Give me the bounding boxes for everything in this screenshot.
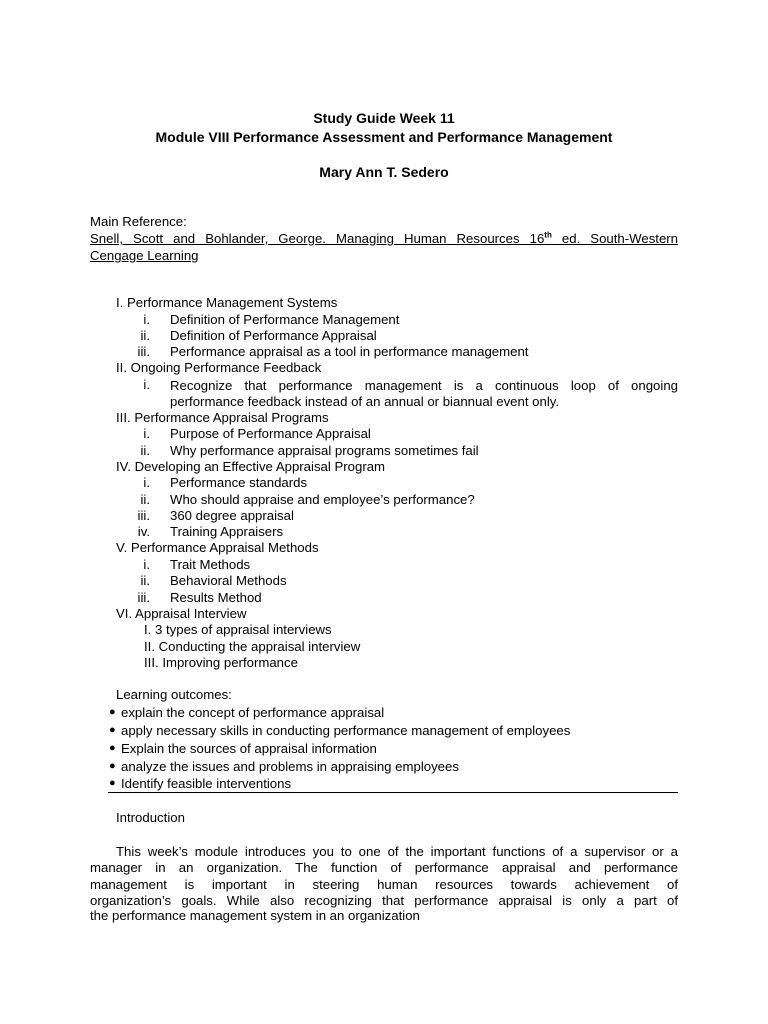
outline-numeral: iii.: [137, 590, 150, 605]
introduction-heading: Introduction: [116, 810, 185, 825]
doc-author: Mary Ann T. Sedero: [319, 164, 449, 180]
section-divider: [108, 792, 678, 793]
outline-item: Trait Methods: [170, 557, 251, 572]
outline-item: 360 degree appraisal: [170, 508, 294, 523]
outline-item: Recognize that performance management is a continuous loop of ongoing: [170, 378, 678, 393]
outline-section-2: II. Ongoing Performance Feedback: [116, 360, 322, 375]
outline-item: Training Appraisers: [170, 524, 284, 539]
reference-citation-sup: th: [544, 230, 552, 240]
bullet-icon: ●: [109, 777, 116, 789]
outcome-item: Explain the sources of appraisal information: [121, 741, 377, 756]
outline-numeral: ii.: [140, 443, 150, 458]
outline-numeral: ii.: [140, 492, 150, 507]
outline-item: Definition of Performance Management: [170, 312, 400, 327]
outline-item: II. Conducting the appraisal interview: [144, 639, 361, 654]
outline-section-6: VI. Appraisal Interview: [116, 606, 247, 621]
reference-citation-line1: [90, 231, 678, 247]
outline-item: Who should appraise and employee’s performance?: [170, 492, 475, 507]
bullet-icon: ●: [109, 724, 116, 736]
outline-numeral: iii.: [137, 508, 150, 523]
outline-numeral: i.: [143, 312, 150, 327]
outline-numeral: i.: [143, 475, 150, 490]
outcome-item: Identify feasible interventions: [121, 776, 292, 791]
doc-title-line1: Study Guide Week 11: [313, 110, 455, 126]
bullet-icon: ●: [109, 742, 116, 754]
outcome-item: apply necessary skills in conducting performance management of employees: [121, 723, 571, 738]
outline-numeral: i.: [143, 426, 150, 441]
intro-paragraph-line: This week’s module introduces you to one of the important functions of a supervisor or a: [116, 844, 678, 859]
reference-citation-text-a: Snell, Scott and Bohlander, George. Managing Human Resources 16: [90, 231, 545, 246]
outline-section-4: IV. Developing an Effective Appraisal Program: [116, 459, 386, 474]
reference-citation-text-b: ed. South-Western: [551, 231, 679, 246]
outline-item: III. Improving performance: [144, 655, 298, 670]
outcome-item: explain the concept of performance appraisal: [121, 705, 385, 720]
intro-paragraph-line: organization’s goals. While also recognizing that performance appraisal is only a part of: [90, 893, 678, 908]
outline-item: Behavioral Methods: [170, 573, 287, 588]
outline-section-5: V. Performance Appraisal Methods: [116, 540, 319, 555]
intro-paragraph-line: management is important in steering human resources towards achievement of: [90, 877, 678, 892]
outline-item: Results Method: [170, 590, 262, 605]
outcome-item: analyze the issues and problems in appraising employees: [121, 759, 459, 774]
outline-item: Performance appraisal as a tool in performance management: [170, 344, 529, 359]
reference-citation-line2: Cengage Learning: [90, 248, 199, 263]
outline-section-1: I. Performance Management Systems: [116, 295, 338, 310]
outline-item: Purpose of Performance Appraisal: [170, 426, 371, 441]
bullet-icon: ●: [109, 706, 116, 718]
outline-item-cont: performance feedback instead of an annual or biannual event only.: [170, 394, 560, 409]
reference-label: Main Reference:: [90, 214, 187, 229]
bullet-icon: ●: [109, 760, 116, 772]
learning-outcomes-label: Learning outcomes:: [116, 687, 232, 702]
outline-item: I. 3 types of appraisal interviews: [144, 622, 332, 637]
doc-title-line2: Module VIII Performance Assessment and Performance Management: [155, 129, 613, 145]
intro-paragraph-line: the performance management system in an organization: [90, 908, 420, 923]
outline-numeral: iv.: [137, 524, 150, 539]
outline-numeral: ii.: [140, 328, 150, 343]
outline-numeral: i.: [143, 557, 150, 572]
outline-section-3: III. Performance Appraisal Programs: [116, 410, 329, 425]
outline-numeral: iii.: [137, 344, 150, 359]
outline-numeral: i.: [143, 377, 150, 392]
outline-item: Why performance appraisal programs sometimes fail: [170, 443, 479, 458]
outline-numeral: ii.: [140, 573, 150, 588]
outline-item: Definition of Performance Appraisal: [170, 328, 377, 343]
outline-item: Performance standards: [170, 475, 308, 490]
intro-paragraph-line: manager in an organization. The function of performance appraisal and performance: [90, 860, 678, 875]
